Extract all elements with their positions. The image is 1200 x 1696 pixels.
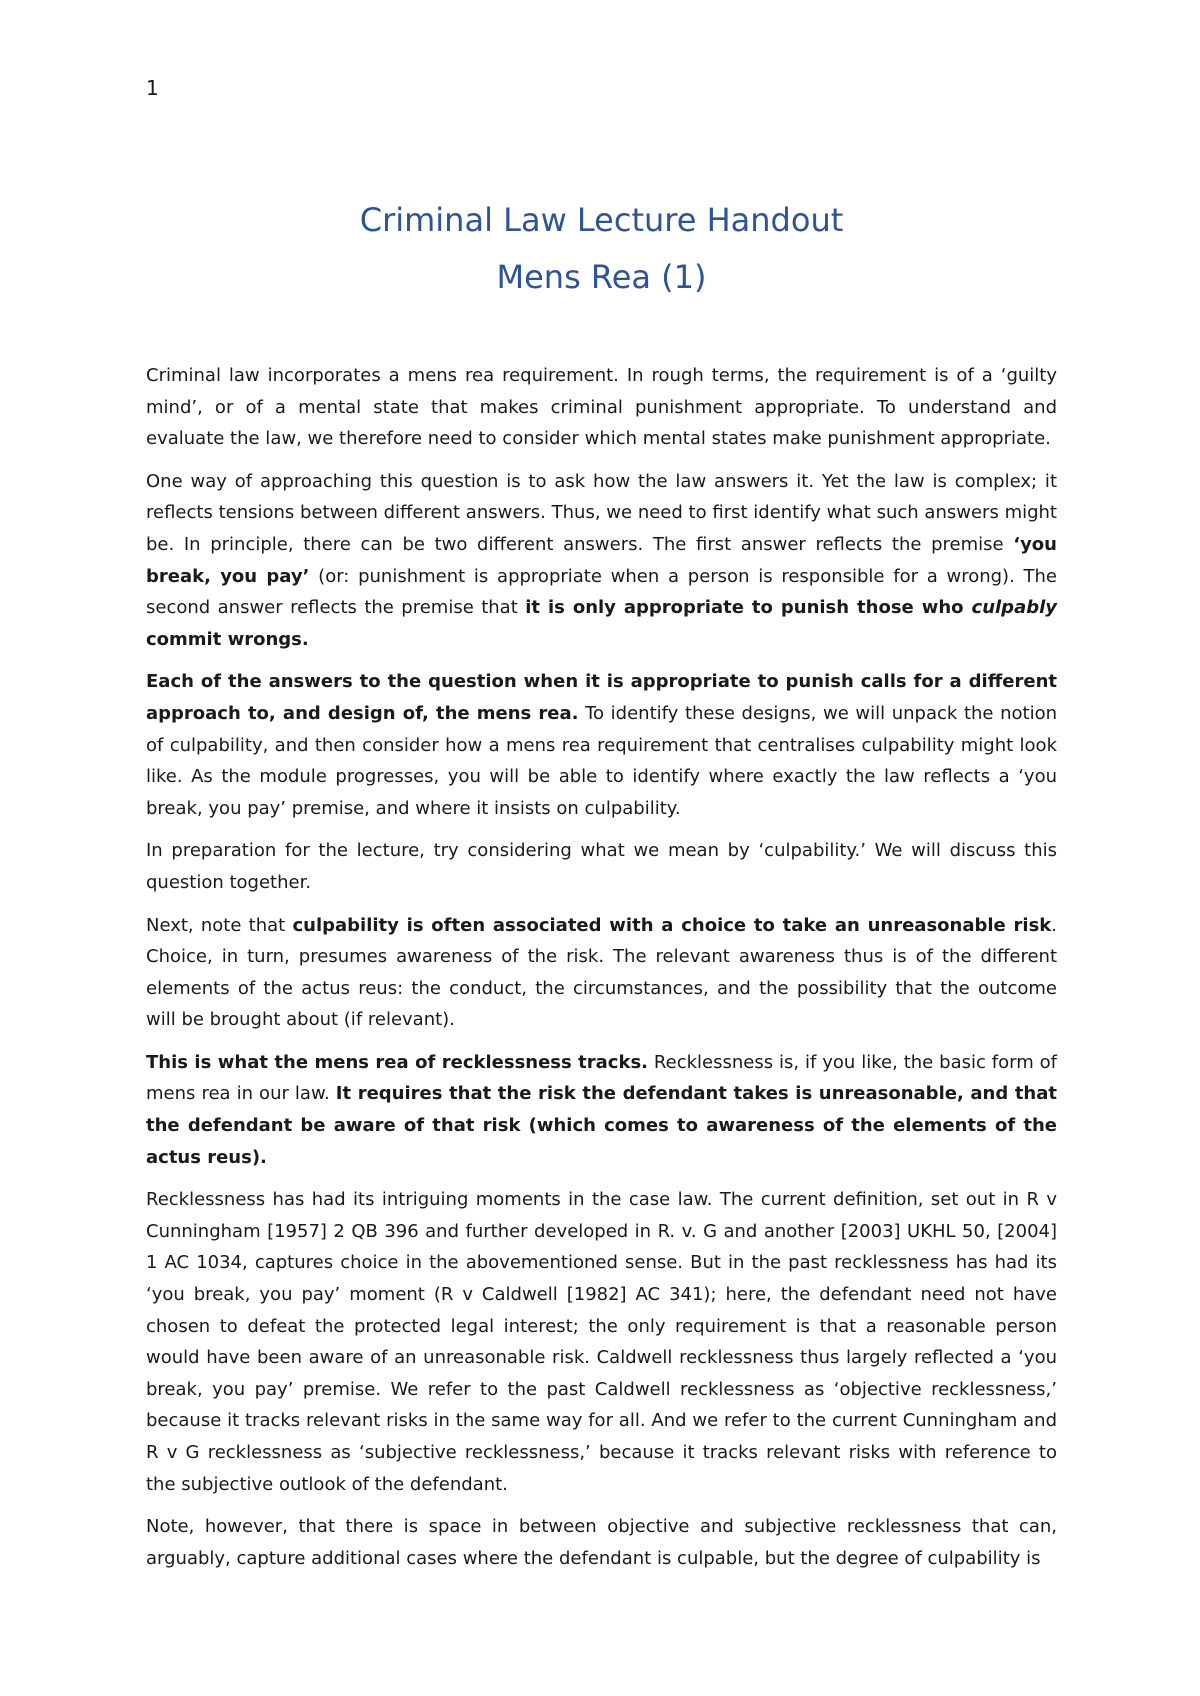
text-run: Next, note that — [146, 914, 293, 936]
emphasis-run: It requires that the risk the defendant takes is unreasonable, and that the defendant be aware of that risk (which comes to awareness of the elements of the actus reus). — [146, 1083, 1057, 1168]
emphasis-run: This is what the mens rea of recklessness tracks. — [146, 1051, 649, 1073]
paragraph — [146, 1047, 1057, 1173]
paragraph — [146, 835, 1057, 898]
body-text — [146, 360, 1057, 1585]
emphasis-run: Each of the answers to the question when it is appropriate to punish calls for a different approach to, and design of, the mens rea. — [146, 671, 1057, 724]
paragraph — [146, 1184, 1057, 1500]
text-run: Criminal law incorporates a mens rea requirement. In rough terms, the requirement is of a ‘guilty mind’, or of a mental state that makes criminal punishment appropriate. To understand and evaluate the law, we therefore need to consider which mental states make punishment appropriate. — [146, 365, 1057, 450]
document-title: Criminal Law Lecture Handout — [359, 201, 844, 239]
page-number: 1 — [146, 76, 159, 100]
text-run: Note, however, that there is space in between objective and subjective recklessness that can, arguably, capture additional cases where the defendant is culpable, but the degree of culpability is — [146, 1516, 1057, 1569]
text-run: Recklessness has had its intriguing moments in the case law. The current definition, set out in R v Cunningham [1957] 2 QB 396 and further developed in R. v. G and another [2003] UKHL 50, [2004] 1 AC 1034, captures choice in the abovementioned sense. But in the past recklessness has had its ‘you break, you pay’ moment (R v Caldwell [1982] AC 341); here, the defendant need not have chosen to defeat the protected legal interest; the only requirement is that a reasonable person would have been aware of an unreasonable risk. Caldwell recklessness thus largely reflected a ‘you break, you pay’ premise. We refer to the past Caldwell recklessness as ‘objective recklessness,’ because it tracks relevant risks in the same way for all. And we refer to the current Cunningham and R v G recklessness as ‘subjective recklessness,’ because it tracks relevant risks with reference to the subjective outlook of the defendant. — [146, 1189, 1057, 1495]
text-run: (or: punishment is appropriate when a person is responsible for a wrong). The second answer reflects the premise that — [146, 565, 1058, 619]
text-run: Recklessness is, if you like, the basic form of mens rea in our law. — [146, 1051, 1057, 1105]
paragraph — [146, 910, 1057, 1036]
paragraph — [146, 666, 1057, 824]
title-block — [146, 200, 1057, 297]
text-run: One way of approaching this question is to ask how the law answers it. Yet the law is complex; it reflects tensions between different answers. Thus, we need to first identify what such answers might be. In principle, there can be two different answers. The first answer reflects the premise — [146, 470, 1057, 555]
emphasis-run: culpability is often associated with a choice to take an unreasonable risk — [292, 914, 1052, 936]
paragraph — [146, 466, 1057, 656]
text-run: In preparation for the lecture, try considering what we mean by ‘culpability.’ We will discuss this question together. — [146, 840, 1057, 893]
paragraph — [146, 1511, 1057, 1574]
emphasis-run: culpably — [971, 597, 1058, 619]
text-run: To identify these designs, we will unpack the notion of culpability, and then consider how a mens rea requirement that centralises culpability might look like. As the module progresses, you will be able to identify where exactly the law reflects a ‘you break, you pay’ premise, and where it insists on culpability. — [146, 702, 1057, 819]
emphasis-run: commit wrongs. — [146, 628, 309, 650]
emphasis-run: ‘you break, you pay’ — [146, 533, 1057, 587]
text-run: . Choice, in turn, presumes awareness of the risk. The relevant awareness thus is of the different elements of the actus reus: the conduct, the circumstances, and the possibility that the outcome will be brought about (if relevant). — [146, 914, 1057, 1031]
document-subtitle: Mens Rea (1) — [496, 258, 707, 296]
emphasis-run: it is only appropriate to punish those who — [525, 597, 972, 619]
paragraph — [146, 360, 1057, 455]
